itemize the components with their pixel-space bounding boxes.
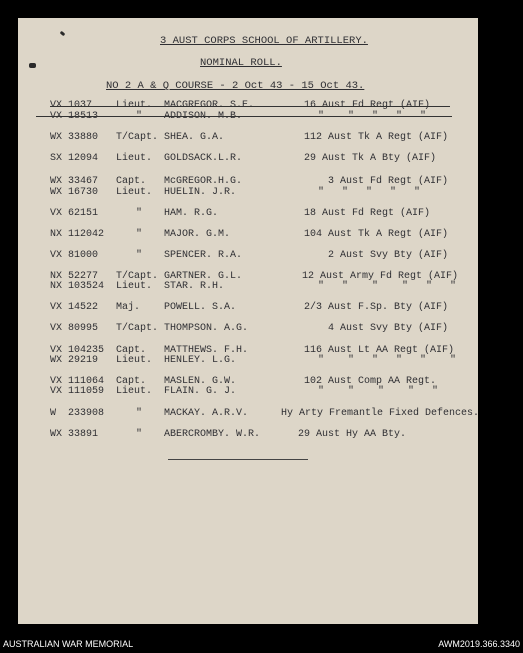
entry-name: MAJOR. G.M.	[164, 229, 231, 240]
entry-name: FLAIN. G. J.	[164, 386, 237, 397]
entry-unit: " " " " " "	[318, 281, 457, 292]
punch-hole-top	[60, 31, 66, 37]
entry-unit: 102 Aust Comp AA Regt.	[304, 376, 437, 387]
entry-service-number: VX 62151	[50, 208, 99, 219]
punch-hole-left	[29, 63, 36, 68]
footer-credit: AUSTRALIAN WAR MEMORIAL	[3, 639, 134, 649]
entry-service-number: SX 12094	[50, 153, 99, 164]
entry-service-number: NX 112042	[50, 229, 105, 240]
strikethrough-line-2	[36, 116, 452, 117]
entry-unit: 2/3 Aust F.Sp. Bty (AIF)	[304, 302, 449, 313]
entry-unit: 29 Aust Tk A Bty (AIF)	[304, 153, 437, 164]
entry-service-number: WX 16730	[50, 187, 99, 198]
course-heading: NO 2 A & Q COURSE - 2 Oct 43 - 15 Oct 43.	[106, 80, 365, 92]
entry-name: ABERCROMBY. W.R.	[164, 429, 261, 440]
entry-rank: Lieut.	[116, 386, 153, 397]
entry-service-number: VX 81000	[50, 250, 99, 261]
entry-service-number: VX 111064	[50, 376, 105, 387]
strikethrough-line-1	[50, 106, 450, 107]
entry-service-number: VX 111059	[50, 386, 105, 397]
entry-unit: 2 Aust Svy Bty (AIF)	[328, 250, 449, 261]
entry-unit: " " " " "	[318, 386, 439, 397]
entry-name: MACGREGOR. S.E.	[164, 100, 255, 111]
entry-name: STAR. R.H.	[164, 281, 225, 292]
entry-rank: "	[136, 111, 143, 122]
entry-unit: 112 Aust Tk A Regt (AIF)	[304, 132, 449, 143]
entry-name: MASLEN. G.W.	[164, 376, 237, 387]
entry-rank: Lieut.	[116, 153, 153, 164]
entry-name: SPENCER. R.A.	[164, 250, 243, 261]
entry-rank: Lieut.	[116, 187, 153, 198]
entry-rank: Lieut.	[116, 100, 153, 111]
entry-service-number: NX 52277	[50, 271, 99, 282]
entry-unit: 3 Aust Fd Regt (AIF)	[328, 176, 449, 187]
end-rule	[168, 459, 308, 460]
entry-rank: Lieut.	[116, 281, 153, 292]
document-page	[18, 18, 478, 624]
entry-unit: 29 Aust Hy AA Bty.	[298, 429, 407, 440]
entry-unit: 18 Aust Fd Regt (AIF)	[304, 208, 431, 219]
entry-unit: " " " " "	[318, 111, 427, 122]
entry-service-number: VX 80995	[50, 323, 99, 334]
entry-rank: "	[136, 250, 143, 261]
entry-service-number: WX 33880	[50, 132, 99, 143]
entry-unit: 116 Aust Lt AA Regt (AIF)	[304, 345, 455, 356]
entry-rank: Capt.	[116, 345, 147, 356]
entry-unit: 16 Aust Fd Regt (AIF)	[304, 100, 431, 111]
entry-rank: Capt.	[116, 376, 147, 387]
entry-service-number: VX 14522	[50, 302, 99, 313]
entry-service-number: WX 33467	[50, 176, 99, 187]
entry-rank: Lieut.	[116, 355, 153, 366]
entry-service-number: WX 29219	[50, 355, 99, 366]
entry-service-number: VX 1037	[50, 100, 93, 111]
document-title: 3 AUST CORPS SCHOOL OF ARTILLERY.	[160, 35, 368, 47]
document-subtitle: NOMINAL ROLL.	[200, 57, 282, 69]
entry-service-number: VX 18513	[50, 111, 99, 122]
entry-name: HAM. R.G.	[164, 208, 219, 219]
entry-rank: T/Capt.	[116, 271, 159, 282]
entry-rank: "	[136, 208, 143, 219]
entry-name: GARTNER. G.L.	[164, 271, 243, 282]
entry-rank: "	[136, 229, 143, 240]
entry-rank: Maj.	[116, 302, 141, 313]
entry-name: THOMPSON. A.G.	[164, 323, 249, 334]
entry-name: HENLEY. L.G.	[164, 355, 237, 366]
entry-unit: " " " " " "	[318, 355, 457, 366]
entry-unit: " " " " "	[318, 187, 421, 198]
entry-unit: 12 Aust Army Fd Regt (AIF)	[302, 271, 459, 282]
entry-service-number: NX 103524	[50, 281, 105, 292]
entry-service-number: VX 104235	[50, 345, 105, 356]
entry-unit: 104 Aust Tk A Regt (AIF)	[304, 229, 449, 240]
entry-name: HUELIN. J.R.	[164, 187, 237, 198]
entry-name: SHEA. G.A.	[164, 132, 225, 143]
entry-name: McGREGOR.H.G.	[164, 176, 243, 187]
entry-service-number: WX 33891	[50, 429, 99, 440]
entry-service-number: W 233908	[50, 408, 105, 419]
entry-name: MATTHEWS. F.H.	[164, 345, 249, 356]
entry-rank: "	[136, 429, 143, 440]
footer-reference: AWM2019.366.3340	[438, 639, 520, 649]
entry-name: POWELL. S.A.	[164, 302, 237, 313]
entry-unit: 4 Aust Svy Bty (AIF)	[328, 323, 449, 334]
entry-rank: "	[136, 408, 143, 419]
entry-unit: Hy Arty Fremantle Fixed Defences.	[281, 408, 480, 419]
entry-rank: T/Capt.	[116, 132, 159, 143]
entry-rank: Capt.	[116, 176, 147, 187]
entry-name: ADDISON. M.B.	[164, 111, 243, 122]
entry-name: GOLDSACK.L.R.	[164, 153, 243, 164]
entry-rank: T/Capt.	[116, 323, 159, 334]
entry-name: MACKAY. A.R.V.	[164, 408, 249, 419]
